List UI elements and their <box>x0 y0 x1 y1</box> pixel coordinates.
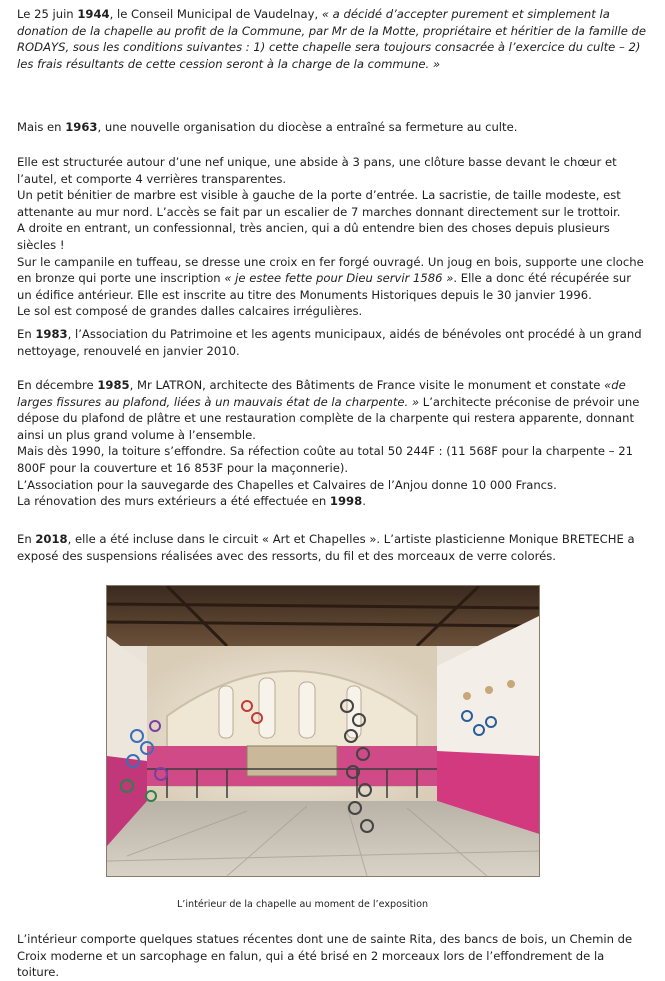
intro-text-2: , le Conseil Municipal de Vaudelnay, <box>109 7 322 21</box>
intro-year: 1944 <box>77 7 110 21</box>
p2018-text: En <box>17 532 36 546</box>
description-line-4: Sur le campanile en tuffeau, se dresse une croix en fer forgé ouvragé. Un joug en bois, supporte une cloche en bronze qui porte une inscription <box>17 254 644 286</box>
p1983-text-2: , l’Association du Patrimoine et les agents municipaux, aidés de bénévoles ont procédé à un grand nettoyage, renouvelé en janvier 2010. <box>17 327 642 358</box>
description-line-3: A droite en entrant, un confessionnal, très ancien, qui a dû entendre bien des choses depuis plusieurs siècles ! <box>17 221 610 252</box>
bell-inscription: « je estee fette pour Dieu servir 1586 » <box>224 271 454 286</box>
chapel-interior-photo <box>106 585 540 877</box>
description-paragraph <box>17 154 649 320</box>
paragraph-1963 <box>17 119 649 136</box>
p1985-line-2: Mais dès 1990, la toiture s’effondre. Sa réfection coûte au total 50 244F : (11 568F pour la charpente – 21 800F pour la couverture et 16 853F pour la maçonnerie). <box>17 444 633 475</box>
photo-caption <box>0 898 665 911</box>
p1985-line-4-end: . <box>362 494 366 509</box>
p2018-text-2: , elle a été incluse dans le circuit « Art et Chapelles ». L’artiste plasticienne Monique BRETECHE a exposé des suspensions réalisées avec des ressorts, du fil et des morceaux de verre colorés. <box>17 532 635 563</box>
intro-paragraph <box>17 6 649 72</box>
description-line-5: Le sol est composé de grandes dalles calcaires irrégulières. <box>17 304 363 319</box>
photo-caption-text: L’intérieur de la chapelle au moment de l’exposition <box>176 899 429 910</box>
intro-quote: « a décidé d’accepter purement et simplement la donation de la chapelle au profit de la Commune, par Mr de la Motte, propriétaire et héritier de la famille de RODAYS, sous les conditions suivantes : 1) cette chapelle sera toujours consacrée à l’exercice du culte – 2) les frais résultants de cette cession seront à la charge de la commune. » <box>17 7 647 71</box>
chapel-interior-illustration <box>107 586 539 876</box>
closing-text: L’intérieur comporte quelques statues récentes dont une de sainte Rita, des bancs de bois, un Chemin de Croix moderne et un sarcophage en falun, qui a été brisé en 2 morceaux lors de l’effondrement de la toiture. <box>17 932 633 980</box>
description-line-1: Elle est structurée autour d’une nef unique, une abside à 3 pans, une clôture basse devant le chœur et l’autel, et comporte 4 verrières transparentes. <box>17 155 617 186</box>
p1985-line-4: La rénovation des murs extérieurs a été effectuée en <box>17 494 330 509</box>
p1985-quote: «de larges fissures au plafond, liées à un mauvais état de la charpente. » <box>17 378 626 409</box>
p1985-year-1998: 1998 <box>329 494 363 509</box>
p1963-text-2: , une nouvelle organisation du diocèse a entraîné sa fermeture au culte. <box>97 120 518 134</box>
description-line-4b: . Elle a donc été récupérée sur un édifice antérieur. Elle est inscrite au titre des Monuments Historiques depuis le 30 janvier 1996. <box>17 271 631 302</box>
paragraph-1983 <box>17 326 649 359</box>
p1983-year: 1983 <box>35 327 68 341</box>
closing-paragraph <box>17 931 649 981</box>
p2018-year: 2018 <box>35 532 68 546</box>
p1985-year: 1985 <box>97 378 130 392</box>
p1963-year: 1963 <box>65 120 98 134</box>
p1963-text: Mais en <box>17 120 66 134</box>
p1985-line-3: L’Association pour la sauvegarde des Chapelles et Calvaires de l’Anjou donne 10 000 Francs. <box>17 477 557 492</box>
p1985-text: En décembre <box>17 378 98 392</box>
paragraph-1985 <box>17 377 649 510</box>
p1985-text-2: , Mr LATRON, architecte des Bâtiments de France visite le monument et constate <box>129 378 605 392</box>
description-line-2: Un petit bénitier de marbre est visible à gauche de la porte d’entrée. La sacristie, de taille modeste, est attenante au mur nord. L’accès se fait par un escalier de 7 marches donnant directement sur le trottoir. <box>17 188 621 219</box>
paragraph-2018 <box>17 531 649 564</box>
intro-text: Le 25 juin <box>17 7 78 21</box>
p1983-text: En <box>17 327 36 341</box>
p1985-text-3: L’architecte préconise de prévoir une dépose du plafond de plâtre et une restauration complète de la charpente qui restera apparente, donnant ainsi un plus grand volume à l’ensemble. <box>17 394 640 442</box>
